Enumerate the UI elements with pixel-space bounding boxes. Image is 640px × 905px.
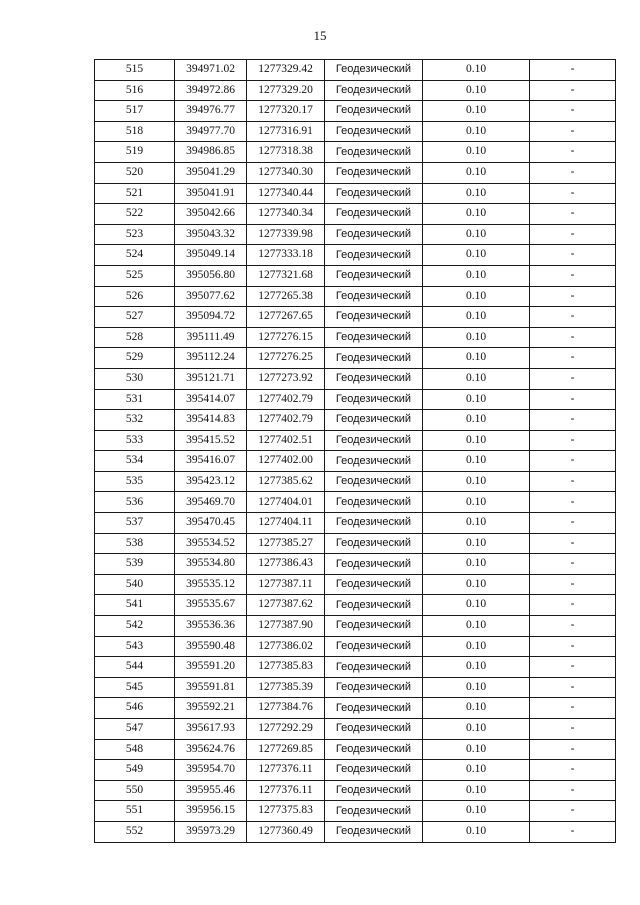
x-coordinate-cell: 395121.71 — [175, 368, 247, 389]
point-number-cell: 518 — [95, 121, 175, 142]
y-coordinate-cell: 1277384.76 — [247, 698, 325, 719]
method-cell: Геодезический — [325, 121, 423, 142]
y-coordinate-cell: 1277318.38 — [247, 142, 325, 163]
table-row — [95, 451, 616, 472]
y-coordinate-cell: 1277402.79 — [247, 410, 325, 431]
accuracy-cell: 0.10 — [423, 348, 530, 369]
point-number-cell: 533 — [95, 430, 175, 451]
accuracy-cell: 0.10 — [423, 636, 530, 657]
table-row — [95, 616, 616, 637]
y-coordinate-cell: 1277292.29 — [247, 719, 325, 740]
x-coordinate-cell: 394977.70 — [175, 121, 247, 142]
y-coordinate-cell: 1277404.01 — [247, 492, 325, 513]
x-coordinate-cell: 394986.85 — [175, 142, 247, 163]
table-row — [95, 760, 616, 781]
table-row — [95, 224, 616, 245]
table-row — [95, 801, 616, 822]
accuracy-cell: 0.10 — [423, 471, 530, 492]
y-coordinate-cell: 1277402.00 — [247, 451, 325, 472]
accuracy-cell: 0.10 — [423, 801, 530, 822]
table-row — [95, 492, 616, 513]
method-cell: Геодезический — [325, 780, 423, 801]
dash-cell: - — [530, 142, 616, 163]
accuracy-cell: 0.10 — [423, 780, 530, 801]
table-row — [95, 554, 616, 575]
point-number-cell: 542 — [95, 616, 175, 637]
y-coordinate-cell: 1277385.39 — [247, 677, 325, 698]
accuracy-cell: 0.10 — [423, 60, 530, 81]
y-coordinate-cell: 1277387.11 — [247, 574, 325, 595]
coordinates-table-body — [95, 60, 616, 843]
accuracy-cell: 0.10 — [423, 245, 530, 266]
x-coordinate-cell: 395954.70 — [175, 760, 247, 781]
table-row — [95, 430, 616, 451]
x-coordinate-cell: 395624.76 — [175, 739, 247, 760]
x-coordinate-cell: 395469.70 — [175, 492, 247, 513]
method-cell: Геодезический — [325, 513, 423, 534]
table-row — [95, 677, 616, 698]
x-coordinate-cell: 395414.07 — [175, 389, 247, 410]
accuracy-cell: 0.10 — [423, 698, 530, 719]
method-cell: Геодезический — [325, 698, 423, 719]
accuracy-cell: 0.10 — [423, 430, 530, 451]
dash-cell: - — [530, 327, 616, 348]
accuracy-cell: 0.10 — [423, 677, 530, 698]
x-coordinate-cell: 395414.83 — [175, 410, 247, 431]
dash-cell: - — [530, 471, 616, 492]
y-coordinate-cell: 1277321.68 — [247, 265, 325, 286]
x-coordinate-cell: 395535.67 — [175, 595, 247, 616]
method-cell: Геодезический — [325, 821, 423, 842]
coordinates-table — [94, 59, 616, 843]
table-row — [95, 204, 616, 225]
method-cell: Геодезический — [325, 204, 423, 225]
x-coordinate-cell: 395077.62 — [175, 286, 247, 307]
x-coordinate-cell: 395956.15 — [175, 801, 247, 822]
point-number-cell: 537 — [95, 513, 175, 534]
dash-cell: - — [530, 821, 616, 842]
y-coordinate-cell: 1277340.30 — [247, 162, 325, 183]
table-row — [95, 780, 616, 801]
method-cell: Геодезический — [325, 265, 423, 286]
accuracy-cell: 0.10 — [423, 224, 530, 245]
x-coordinate-cell: 395617.93 — [175, 719, 247, 740]
point-number-cell: 528 — [95, 327, 175, 348]
table-row — [95, 348, 616, 369]
page-number: 15 — [313, 28, 327, 43]
x-coordinate-cell: 395041.29 — [175, 162, 247, 183]
dash-cell: - — [530, 224, 616, 245]
y-coordinate-cell: 1277329.42 — [247, 60, 325, 81]
method-cell: Геодезический — [325, 574, 423, 595]
method-cell: Геодезический — [325, 554, 423, 575]
dash-cell: - — [530, 162, 616, 183]
y-coordinate-cell: 1277339.98 — [247, 224, 325, 245]
table-row — [95, 595, 616, 616]
y-coordinate-cell: 1277329.20 — [247, 80, 325, 101]
table-row — [95, 410, 616, 431]
accuracy-cell: 0.10 — [423, 183, 530, 204]
method-cell: Геодезический — [325, 636, 423, 657]
x-coordinate-cell: 395111.49 — [175, 327, 247, 348]
dash-cell: - — [530, 183, 616, 204]
accuracy-cell: 0.10 — [423, 821, 530, 842]
table-row — [95, 101, 616, 122]
accuracy-cell: 0.10 — [423, 739, 530, 760]
method-cell: Геодезический — [325, 739, 423, 760]
y-coordinate-cell: 1277402.51 — [247, 430, 325, 451]
dash-cell: - — [530, 204, 616, 225]
x-coordinate-cell: 395041.91 — [175, 183, 247, 204]
x-coordinate-cell: 395094.72 — [175, 307, 247, 328]
point-number-cell: 546 — [95, 698, 175, 719]
method-cell: Геодезический — [325, 451, 423, 472]
point-number-cell: 547 — [95, 719, 175, 740]
point-number-cell: 548 — [95, 739, 175, 760]
accuracy-cell: 0.10 — [423, 142, 530, 163]
x-coordinate-cell: 394972.86 — [175, 80, 247, 101]
point-number-cell: 524 — [95, 245, 175, 266]
dash-cell: - — [530, 513, 616, 534]
accuracy-cell: 0.10 — [423, 265, 530, 286]
method-cell: Геодезический — [325, 80, 423, 101]
dash-cell: - — [530, 101, 616, 122]
y-coordinate-cell: 1277376.11 — [247, 760, 325, 781]
point-number-cell: 535 — [95, 471, 175, 492]
y-coordinate-cell: 1277320.17 — [247, 101, 325, 122]
method-cell: Геодезический — [325, 430, 423, 451]
dash-cell: - — [530, 121, 616, 142]
table-row — [95, 368, 616, 389]
method-cell: Геодезический — [325, 801, 423, 822]
accuracy-cell: 0.10 — [423, 101, 530, 122]
x-coordinate-cell: 395590.48 — [175, 636, 247, 657]
point-number-cell: 550 — [95, 780, 175, 801]
y-coordinate-cell: 1277376.11 — [247, 780, 325, 801]
y-coordinate-cell: 1277276.25 — [247, 348, 325, 369]
x-coordinate-cell: 395056.80 — [175, 265, 247, 286]
method-cell: Геодезический — [325, 389, 423, 410]
point-number-cell: 539 — [95, 554, 175, 575]
dash-cell: - — [530, 657, 616, 678]
point-number-cell: 517 — [95, 101, 175, 122]
table-row — [95, 60, 616, 81]
table-row — [95, 121, 616, 142]
method-cell: Геодезический — [325, 595, 423, 616]
dash-cell: - — [530, 245, 616, 266]
dash-cell: - — [530, 286, 616, 307]
accuracy-cell: 0.10 — [423, 554, 530, 575]
y-coordinate-cell: 1277385.62 — [247, 471, 325, 492]
dash-cell: - — [530, 636, 616, 657]
table-row — [95, 142, 616, 163]
accuracy-cell: 0.10 — [423, 368, 530, 389]
accuracy-cell: 0.10 — [423, 616, 530, 637]
x-coordinate-cell: 395043.32 — [175, 224, 247, 245]
accuracy-cell: 0.10 — [423, 760, 530, 781]
table-row — [95, 245, 616, 266]
dash-cell: - — [530, 801, 616, 822]
point-number-cell: 516 — [95, 80, 175, 101]
y-coordinate-cell: 1277360.49 — [247, 821, 325, 842]
table-row — [95, 327, 616, 348]
x-coordinate-cell: 395049.14 — [175, 245, 247, 266]
y-coordinate-cell: 1277402.79 — [247, 389, 325, 410]
y-coordinate-cell: 1277385.27 — [247, 533, 325, 554]
y-coordinate-cell: 1277267.65 — [247, 307, 325, 328]
point-number-cell: 551 — [95, 801, 175, 822]
dash-cell: - — [530, 698, 616, 719]
x-coordinate-cell: 395973.29 — [175, 821, 247, 842]
dash-cell: - — [530, 595, 616, 616]
point-number-cell: 540 — [95, 574, 175, 595]
accuracy-cell: 0.10 — [423, 121, 530, 142]
dash-cell: - — [530, 780, 616, 801]
method-cell: Геодезический — [325, 719, 423, 740]
method-cell: Геодезический — [325, 348, 423, 369]
method-cell: Геодезический — [325, 224, 423, 245]
dash-cell: - — [530, 574, 616, 595]
dash-cell: - — [530, 307, 616, 328]
x-coordinate-cell: 395535.12 — [175, 574, 247, 595]
y-coordinate-cell: 1277273.92 — [247, 368, 325, 389]
accuracy-cell: 0.10 — [423, 80, 530, 101]
table-row — [95, 574, 616, 595]
dash-cell: - — [530, 368, 616, 389]
method-cell: Геодезический — [325, 616, 423, 637]
method-cell: Геодезический — [325, 368, 423, 389]
point-number-cell: 532 — [95, 410, 175, 431]
x-coordinate-cell: 395534.80 — [175, 554, 247, 575]
dash-cell: - — [530, 389, 616, 410]
table-row — [95, 719, 616, 740]
method-cell: Геодезический — [325, 677, 423, 698]
method-cell: Геодезический — [325, 492, 423, 513]
point-number-cell: 531 — [95, 389, 175, 410]
accuracy-cell: 0.10 — [423, 657, 530, 678]
method-cell: Геодезический — [325, 760, 423, 781]
x-coordinate-cell: 394976.77 — [175, 101, 247, 122]
point-number-cell: 526 — [95, 286, 175, 307]
table-row — [95, 657, 616, 678]
table-row — [95, 183, 616, 204]
point-number-cell: 525 — [95, 265, 175, 286]
point-number-cell: 545 — [95, 677, 175, 698]
method-cell: Геодезический — [325, 657, 423, 678]
y-coordinate-cell: 1277386.02 — [247, 636, 325, 657]
x-coordinate-cell: 395416.07 — [175, 451, 247, 472]
x-coordinate-cell: 395534.52 — [175, 533, 247, 554]
method-cell: Геодезический — [325, 101, 423, 122]
y-coordinate-cell: 1277387.90 — [247, 616, 325, 637]
accuracy-cell: 0.10 — [423, 513, 530, 534]
accuracy-cell: 0.10 — [423, 451, 530, 472]
point-number-cell: 521 — [95, 183, 175, 204]
y-coordinate-cell: 1277340.44 — [247, 183, 325, 204]
dash-cell: - — [530, 80, 616, 101]
table-row — [95, 307, 616, 328]
table-row — [95, 162, 616, 183]
accuracy-cell: 0.10 — [423, 327, 530, 348]
dash-cell: - — [530, 760, 616, 781]
accuracy-cell: 0.10 — [423, 533, 530, 554]
accuracy-cell: 0.10 — [423, 389, 530, 410]
method-cell: Геодезический — [325, 245, 423, 266]
table-row — [95, 471, 616, 492]
point-number-cell: 549 — [95, 760, 175, 781]
method-cell: Геодезический — [325, 142, 423, 163]
dash-cell: - — [530, 348, 616, 369]
point-number-cell: 520 — [95, 162, 175, 183]
accuracy-cell: 0.10 — [423, 204, 530, 225]
point-number-cell: 534 — [95, 451, 175, 472]
y-coordinate-cell: 1277404.11 — [247, 513, 325, 534]
method-cell: Геодезический — [325, 183, 423, 204]
x-coordinate-cell: 395591.81 — [175, 677, 247, 698]
point-number-cell: 529 — [95, 348, 175, 369]
accuracy-cell: 0.10 — [423, 307, 530, 328]
y-coordinate-cell: 1277386.43 — [247, 554, 325, 575]
table-row — [95, 739, 616, 760]
y-coordinate-cell: 1277340.34 — [247, 204, 325, 225]
table-row — [95, 286, 616, 307]
point-number-cell: 541 — [95, 595, 175, 616]
dash-cell: - — [530, 430, 616, 451]
accuracy-cell: 0.10 — [423, 595, 530, 616]
table-row — [95, 389, 616, 410]
accuracy-cell: 0.10 — [423, 410, 530, 431]
x-coordinate-cell: 394971.02 — [175, 60, 247, 81]
point-number-cell: 544 — [95, 657, 175, 678]
y-coordinate-cell: 1277265.38 — [247, 286, 325, 307]
x-coordinate-cell: 395423.12 — [175, 471, 247, 492]
dash-cell: - — [530, 60, 616, 81]
table-row — [95, 821, 616, 842]
accuracy-cell: 0.10 — [423, 492, 530, 513]
point-number-cell: 527 — [95, 307, 175, 328]
method-cell: Геодезический — [325, 162, 423, 183]
table-row — [95, 265, 616, 286]
dash-cell: - — [530, 554, 616, 575]
x-coordinate-cell: 395591.20 — [175, 657, 247, 678]
x-coordinate-cell: 395042.66 — [175, 204, 247, 225]
point-number-cell: 538 — [95, 533, 175, 554]
dash-cell: - — [530, 739, 616, 760]
dash-cell: - — [530, 451, 616, 472]
table-row — [95, 513, 616, 534]
x-coordinate-cell: 395470.45 — [175, 513, 247, 534]
table-row — [95, 80, 616, 101]
point-number-cell: 552 — [95, 821, 175, 842]
dash-cell: - — [530, 265, 616, 286]
method-cell: Геодезический — [325, 533, 423, 554]
y-coordinate-cell: 1277385.83 — [247, 657, 325, 678]
y-coordinate-cell: 1277333.18 — [247, 245, 325, 266]
dash-cell: - — [530, 616, 616, 637]
point-number-cell: 530 — [95, 368, 175, 389]
point-number-cell: 515 — [95, 60, 175, 81]
x-coordinate-cell: 395955.46 — [175, 780, 247, 801]
point-number-cell: 536 — [95, 492, 175, 513]
dash-cell: - — [530, 533, 616, 554]
x-coordinate-cell: 395592.21 — [175, 698, 247, 719]
dash-cell: - — [530, 677, 616, 698]
y-coordinate-cell: 1277276.15 — [247, 327, 325, 348]
accuracy-cell: 0.10 — [423, 286, 530, 307]
point-number-cell: 522 — [95, 204, 175, 225]
accuracy-cell: 0.10 — [423, 574, 530, 595]
x-coordinate-cell: 395536.36 — [175, 616, 247, 637]
y-coordinate-cell: 1277387.62 — [247, 595, 325, 616]
point-number-cell: 523 — [95, 224, 175, 245]
y-coordinate-cell: 1277316.91 — [247, 121, 325, 142]
point-number-cell: 519 — [95, 142, 175, 163]
x-coordinate-cell: 395112.24 — [175, 348, 247, 369]
table-row — [95, 698, 616, 719]
table-row — [95, 636, 616, 657]
method-cell: Геодезический — [325, 307, 423, 328]
method-cell: Геодезический — [325, 286, 423, 307]
table-row — [95, 533, 616, 554]
accuracy-cell: 0.10 — [423, 719, 530, 740]
method-cell: Геодезический — [325, 410, 423, 431]
method-cell: Геодезический — [325, 60, 423, 81]
dash-cell: - — [530, 719, 616, 740]
point-number-cell: 543 — [95, 636, 175, 657]
dash-cell: - — [530, 492, 616, 513]
y-coordinate-cell: 1277269.85 — [247, 739, 325, 760]
method-cell: Геодезический — [325, 471, 423, 492]
method-cell: Геодезический — [325, 327, 423, 348]
accuracy-cell: 0.10 — [423, 162, 530, 183]
dash-cell: - — [530, 410, 616, 431]
x-coordinate-cell: 395415.52 — [175, 430, 247, 451]
y-coordinate-cell: 1277375.83 — [247, 801, 325, 822]
